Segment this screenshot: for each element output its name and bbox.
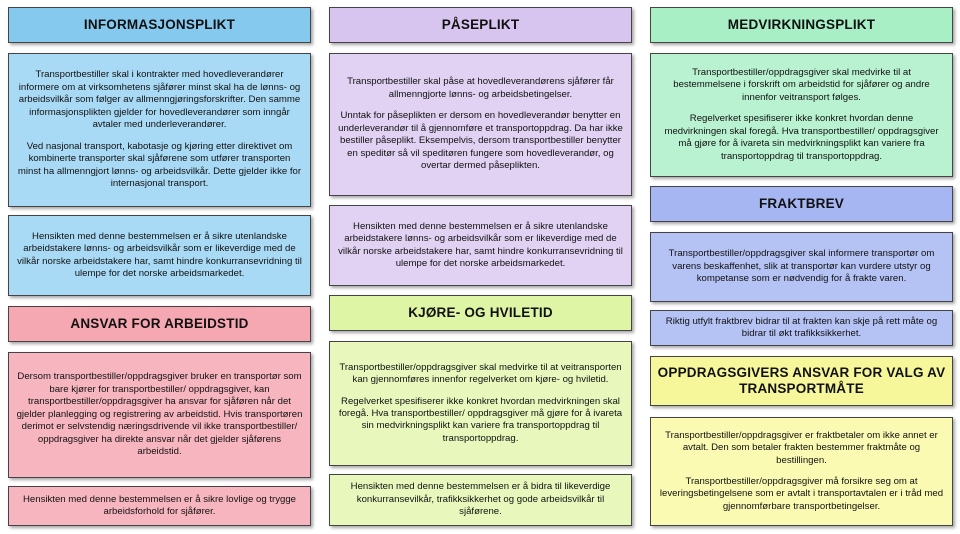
paseplikt-title: PÅSEPLIKT xyxy=(441,16,520,32)
paseplikt-header xyxy=(329,7,632,43)
paseplikt-description xyxy=(329,53,632,196)
informasjonsplikt-purpose-text: Hensikten med denne bestemmelsen er å sikre utenlandske arbeidstakere lønns- og arbeidsvilkår som er likeverdige med de vilkår norske arbeidstakere har, samt hindre konkurransevridning til ulempe for det norske arbeidsmarkedet. xyxy=(17,230,302,279)
arbeidstid-title: ANSVAR FOR ARBEIDSTID xyxy=(70,315,249,331)
arbeidstid-header xyxy=(8,306,311,342)
informasjonsplikt-paragraph-1: Transportbestiller skal i kontrakter med hovedleverandører informere om at virksomhetens sjåfører minst skal ha de lønns- og arbeidsvilkår som følger av allmenngjøringsforskrifter. Den samme informasjonsplikten gjelder for hovedleverandører som inngår avtaler med underleverandører. xyxy=(18,69,301,131)
paseplikt-purpose-text: Hensikten med denne bestemmelsen er å sikre utenlandske arbeidstakere lønns- og arbeidsvilkår som er likeverdige med de vilkår norske arbeidstakere har, samt hindre konkurransevridning til ulempe for det norske arbeidsmarkedet. xyxy=(338,220,623,269)
transportmate-header xyxy=(650,356,953,406)
fraktbrev-purpose xyxy=(650,310,953,346)
medvirkningsplikt-description xyxy=(650,53,953,177)
informasjonsplikt-purpose xyxy=(8,215,311,296)
kjore-hviletid-purpose-text: Hensikten med denne bestemmelsen er å bidra til likeverdige konkurransevilkår, trafikksikkerhet og gode arbeidsvilkår til sjåførene. xyxy=(350,481,611,518)
paseplikt-purpose xyxy=(329,205,632,286)
paseplikt-paragraph-2: Unntak for påseplikten er dersom en hovedleverandør benytter en underleverandør til å gjennomføre et transportoppdrag. Da har ikke bestiller påseplikt. Eksempelvis, dersom transportbestiller benytter en speditør så vil speditøren fungere som hovedleverandør, og overtar dermed påseplikten. xyxy=(338,110,623,172)
medvirkningsplikt-title: MEDVIRKNINGSPLIKT xyxy=(727,16,876,32)
medvirkningsplikt-paragraph-1: Transportbestiller/oppdragsgiver skal medvirke til at bestemmelsene i forskrift om arbeidstid for sjåfører og andre innenfor veitransport følges. xyxy=(673,66,930,103)
arbeidstid-purpose xyxy=(8,486,311,526)
informasjonsplikt-title: INFORMASJONSPLIKT xyxy=(83,16,236,32)
arbeidstid-description xyxy=(8,352,311,478)
fraktbrev-header xyxy=(650,186,953,222)
kjore-hviletid-paragraph-1: Transportbestiller/oppdragsgiver skal medvirke til at veitransporten kan gjennomføres innenfor regelverket om kjøre- og hviletid. xyxy=(339,361,622,386)
fraktbrev-description xyxy=(650,232,953,302)
arbeidstid-purpose-text: Hensikten med denne bestemmelsen er å sikre lovlige og trygge arbeidsforhold for sjåfører. xyxy=(22,493,297,517)
kjore-hviletid-title: KJØRE- OG HVILETID xyxy=(408,304,553,320)
paseplikt-paragraph-1: Transportbestiller skal påse at hovedleverandørens sjåfører får allmenngjorte lønns- og arbeidsbetingelser. xyxy=(347,76,614,100)
arbeidstid-paragraph-1: Dersom transportbestiller/oppdragsgiver bruker en transportør som bare kjører for transportbestiller/ oppdragsgiver, kan transportbestiller/oppdragsgiver ha ansvar for sjåføren når det gjelder planlegging og registrering av arbeidstid. Hvis transportøren derimot er selvstendig næringsdrivende vil ikke transportbestiller/ oppdragsgiver ha direkte ansvar når det gjelder sjåførens arbeidstid. xyxy=(16,371,303,458)
informasjonsplikt-description xyxy=(8,53,311,207)
transportmate-description xyxy=(650,417,953,526)
kjore-hviletid-header xyxy=(329,295,632,331)
kjore-hviletid-description xyxy=(329,341,632,466)
transportmate-paragraph-1: Transportbestiller/oppdragsgiver er fraktbetaler om ikke annet er avtalt. Den som betaler frakten bestemmer fraktmåte og bestillingen. xyxy=(665,429,938,466)
fraktbrev-paragraph-1: Transportbestiller/oppdragsgiver skal informere transportør om varens beskaffenhet, slik at transportør kan vurdere utstyr og kompetanse som er nødvendig for å frakte varen. xyxy=(668,248,935,285)
transportmate-title: OPPDRAGSGIVERS ANSVAR FOR VALG AV TRANSPORTMÅTE xyxy=(657,364,946,396)
informasjonsplikt-header xyxy=(8,7,311,43)
kjore-hviletid-paragraph-2: Regelverket spesifiserer ikke konkret hvordan medvirkningen skal foregå. Hva transportbestiller/ oppdragsgiver må gjøre for å ivareta sin medvirkningsplikt kan variere fra transportoppdrag til transportoppdrag. xyxy=(338,395,623,444)
kjore-hviletid-purpose xyxy=(329,474,632,526)
medvirkningsplikt-paragraph-2: Regelverket spesifiserer ikke konkret hvordan denne medvirkningen skal foregå. Hva transportbestiller/ oppdragsgiver må gjøre for å ivareta sin medvirkningsplikt kan variere fra transportoppdrag til transportoppdrag. xyxy=(664,113,939,162)
informasjonsplikt-paragraph-2: Ved nasjonal transport, kabotasje og kjøring etter direktivet om kombinerte transporter skal sjåførene som utfører transporten minst ha allmenngjort lønns- og arbeidsvilkår. Dette gjelder ikke for internasjonal transport. xyxy=(17,140,302,190)
medvirkningsplikt-header xyxy=(650,7,953,43)
fraktbrev-purpose-text: Riktig utfylt fraktbrev bidrar til at frakten kan skje på rett måte og bidrar til økt trafikksikkerhet. xyxy=(665,315,938,339)
transportmate-paragraph-2: Transportbestiller/oppdragsgiver må forsikre seg om at leveringsbetingelsene som er avtalt i transportavtalen er i tråd med gjennomførbare transportbetingelser. xyxy=(659,476,944,512)
fraktbrev-title: FRAKTBREV xyxy=(758,195,845,211)
